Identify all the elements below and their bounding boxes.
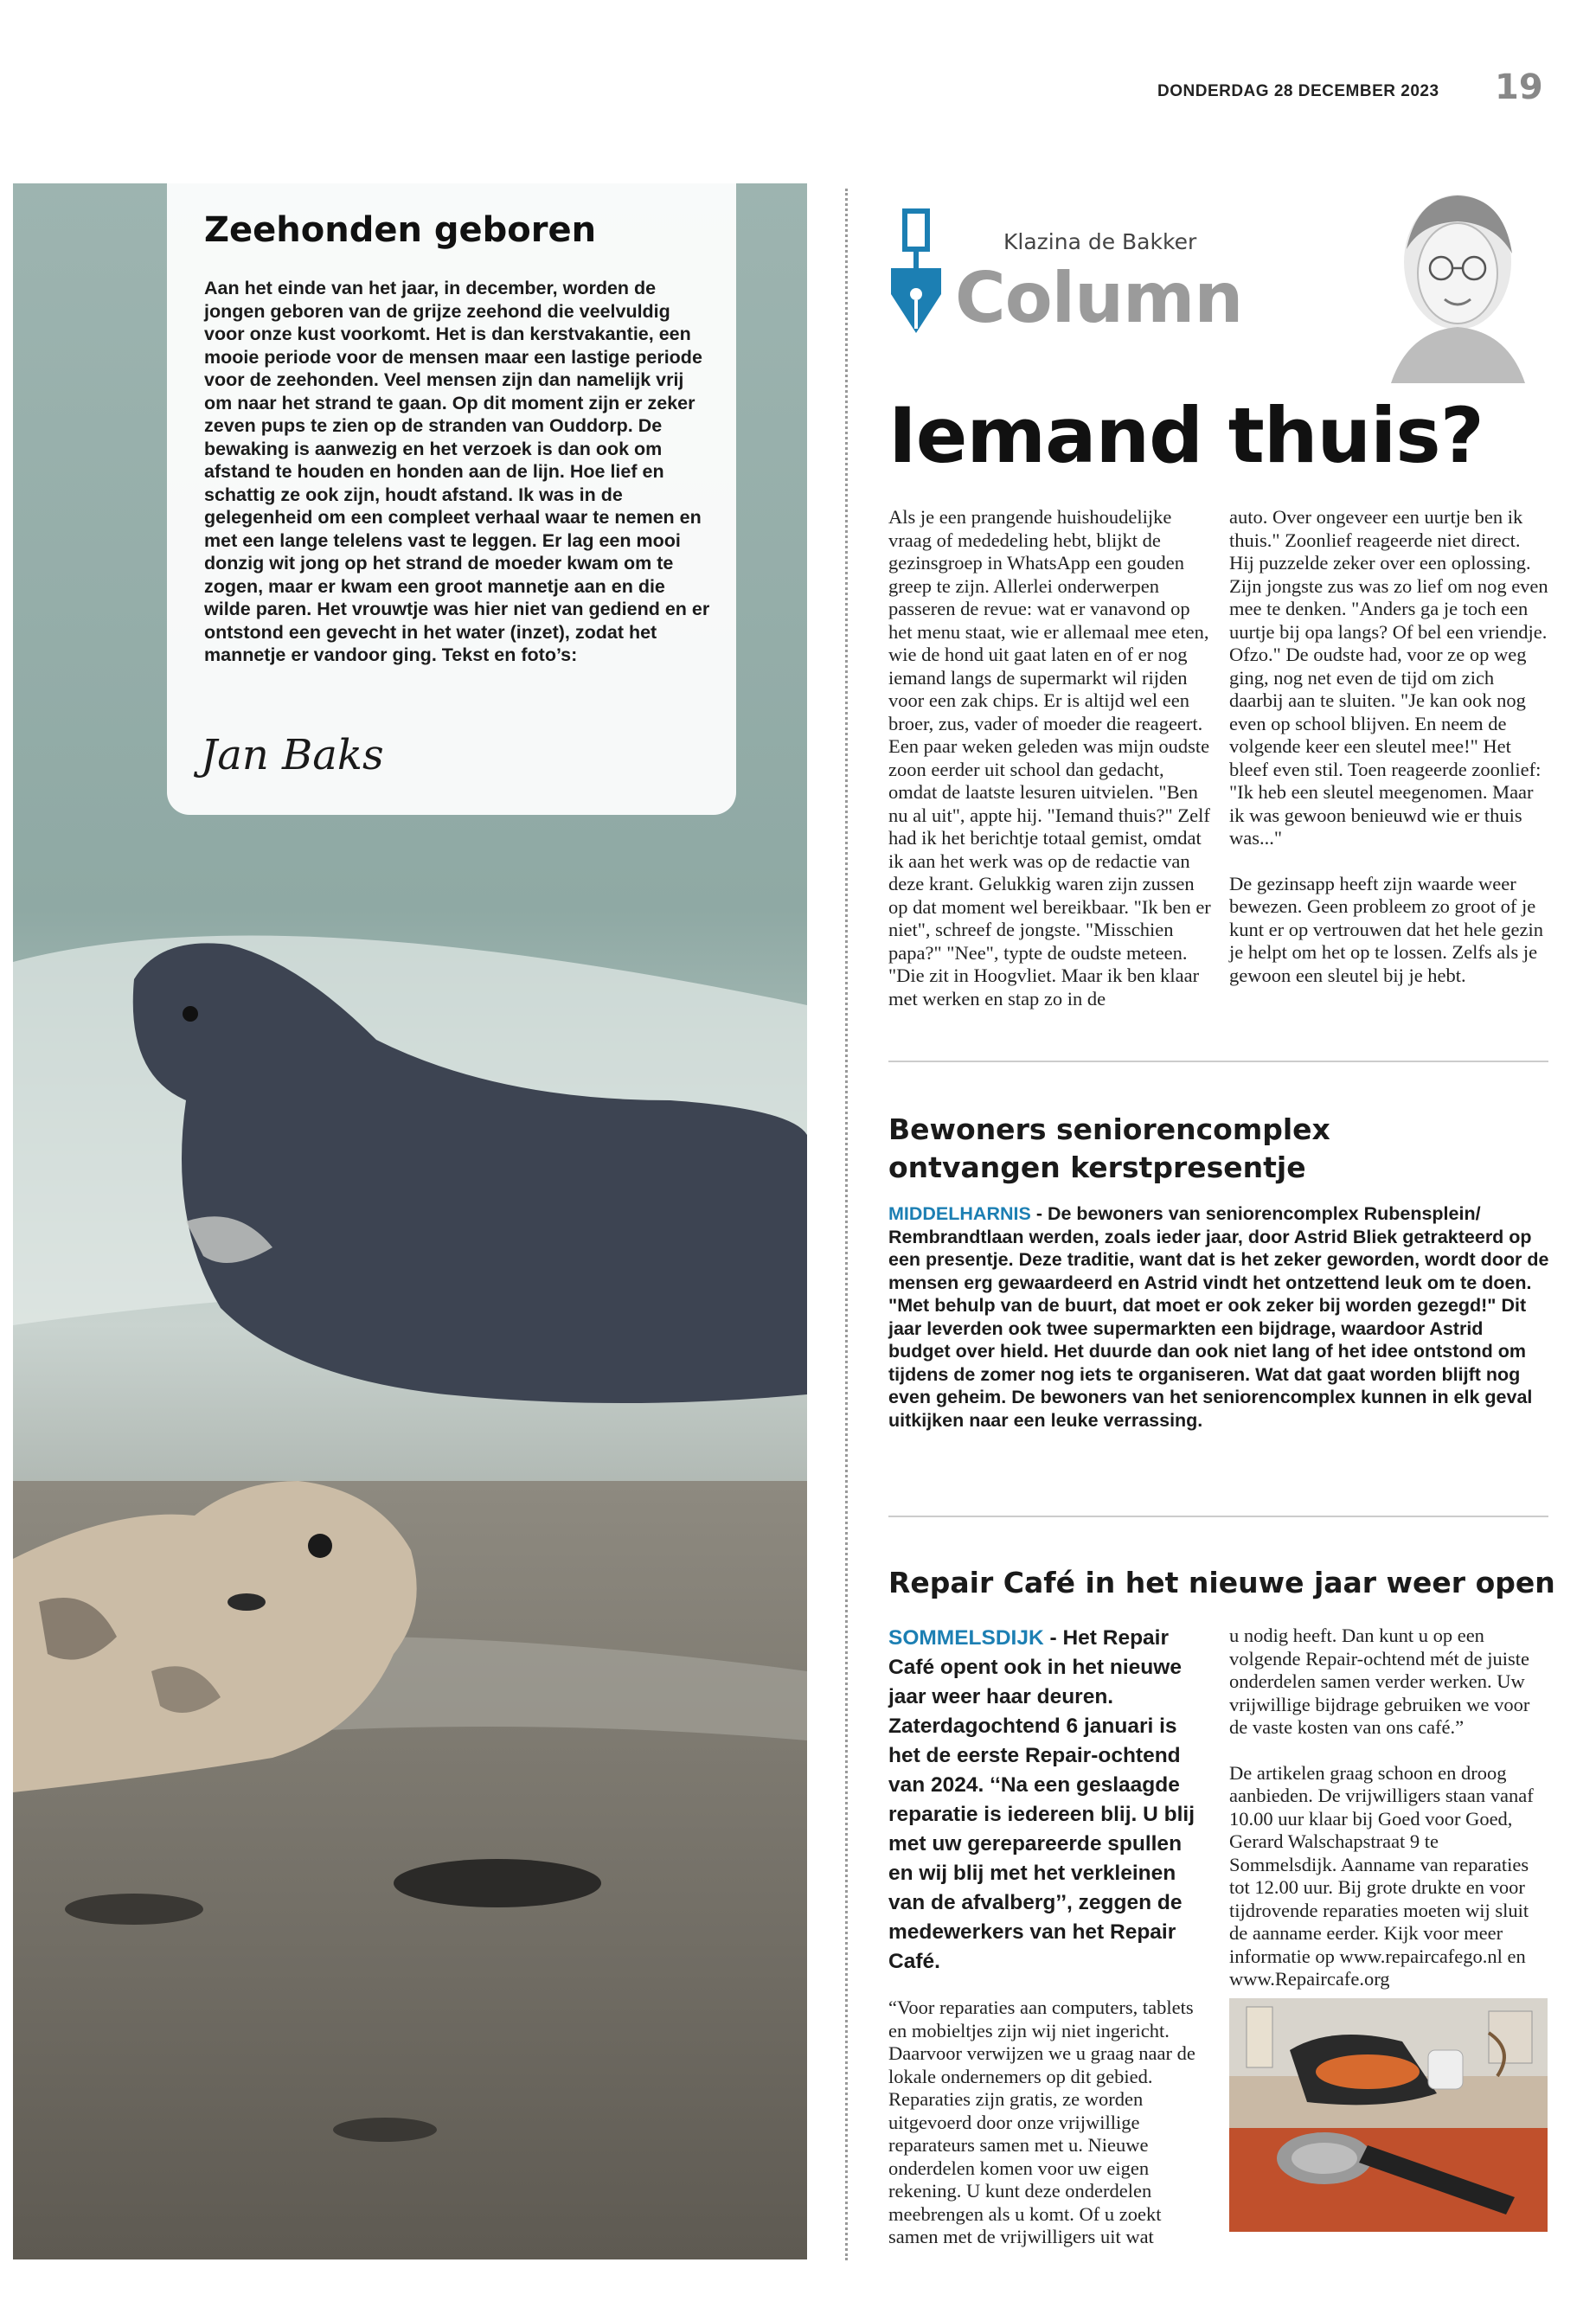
- column-paragraph: Als je een prangende huishoudelijke vraag of mededeling hebt, blijkt de gezinsgroep in WhatsApp een gouden greep te zijn. Allerlei onderwerpen passeren de revue: wat er vanavond op het menu staat, wie er allemaal mee eten, wie de hond uit gaat laten en of er nog iemand langs de supermarkt wil rijden voor een zak chips. Er is altijd wel een broer, zus, vader of moeder die reageert. Een paar weken geleden was mijn oudste zoon eerder uit school dan gedacht, omdat de laatste lesuren uitvielen. "Ben nu al uit", appte hij. "Iemand thuis?" Zelf had ik het berichtje totaal gemist, omdat ik aan het werk was op de redactie van deze krant. Gelukkig waren zijn zussen op dat moment wel bereikbaar. "Ik ben er niet", schreef de jongste. "Misschien papa?" "Nee", typte de oudste meteen. "Die zit in Hoogvliet. Maar ik ben klaar met werken en stap zo in de: [888, 506, 1211, 1009]
- repair-paragraph: “Voor reparaties aan computers, tablets en mobieltjes zijn wij niet ingericht. Daarvoor verwijzen we u graag naar de lokale ondernemers op dit gebied. Reparaties zijn gratis, ze worden uitgevoerd door onze vrijwillige reparateurs samen met u. Nieuwe onderdelen komen voor uw eigen rekening. U kunt deze onderdelen meebrengen als u komt. Of u zoekt samen met de vrijwilligers uit wat: [888, 1997, 1195, 2247]
- dateline-location: MIDDELHARNIS: [888, 1203, 1031, 1224]
- repair-paragraph: u nodig heeft. Dan kunt u op een volgende Repair-ochtend mét de juiste onderdelen samen verder werken. Uw vrijwillige bijdrage gebruiken we voor de vaste kosten van ons café.”: [1229, 1625, 1530, 1738]
- column-paragraph: De gezinsapp heeft zijn waarde weer bewezen. Geen probleem zo groot of je kunt er op vertrouwen dat het hele gezin je helpt om het op te lossen. Zelfs als je gewoon een sleutel bij je hebt.: [1229, 872, 1543, 986]
- section-rule: [888, 1516, 1548, 1517]
- repair-text-left: [888, 1997, 1208, 2249]
- issue-date: DONDERDAG 28 DECEMBER 2023: [1157, 82, 1439, 100]
- seal-article-title: Zeehonden geboren: [204, 210, 597, 250]
- column-title: Iemand thuis?: [888, 391, 1484, 480]
- repair-article-lead: [888, 1624, 1204, 1977]
- senior-title-line: ontvangen kerstpresentje: [888, 1150, 1306, 1184]
- column-divider: [845, 189, 848, 2260]
- repair-paragraph: De artikelen graag schoon en droog aanbieden. De vrijwilligers staan vanaf 10.00 uur klaar bij Goed voor Goed, Gerard Walschapstraat 9 te Sommelsdijk. Aanname van reparaties tot 12.00 uur. Bij grote drukte en voor tijdrovende reparaties moeten wij sluit de aanname eerder. Kijk voor meer informatie op www.repaircafego.nl en www.Repaircafe.org: [1229, 1761, 1534, 1990]
- senior-article-body: [888, 1202, 1550, 1432]
- page-number: 19: [1495, 67, 1543, 107]
- column-text-right: [1229, 506, 1549, 987]
- dateline-location: SOMMELSDIJK: [888, 1626, 1044, 1650]
- repair-lead-text: - Het Repair Café opent ook in het nieuwe jaar weer haar deuren. Zaterdagochtend 6 januari is het de eerste Repair-ochtend van 2024. ‘‘Na een geslaagde reparatie is iedereen blij. U blij met uw gerepareerde spullen en wij blij met het verkleinen van de afvalberg’’, zeggen de medewerkers van het Repair Café.: [888, 1626, 1195, 1973]
- column-text-left: [888, 506, 1217, 1010]
- author-portrait: [1382, 171, 1534, 388]
- repair-text-right: [1229, 1625, 1549, 1991]
- senior-article-title: [888, 1111, 1330, 1187]
- senior-title-line: Bewoners seniorencomplex: [888, 1112, 1330, 1146]
- repair-cafe-photo: [1229, 1998, 1548, 2232]
- section-rule: [888, 1061, 1548, 1062]
- seal-article-body: Aan het einde van het jaar, in december, worden de jongen geboren van de grijze zeehond die veelvuldig voor onze kust voorkomt. Het is dan kerstvakantie, een mooie periode voor de mensen maar een lastige periode voor de zeehonden. Veel mensen zijn dan namelijk vrij om naar het strand te gaan. Op dit moment zijn er zeker zeven pups te zien op de stranden van Ouddorp. De bewaking is aanwezig en het verzoek is dan ook om afstand te houden en honden aan de lijn. Hoe lief en schattig ze ook zijn, houdt afstand. Ik was in de gelegenheid om een compleet verhaal waar te nemen en met een lange telelens vast te leggen. Er lag een mooi donzig wit jong op het strand de moeder kwam om te zogen, maar er kwam een groot mannetje aan en die wilde paren. Het vrouwtje was hier niet van gediend en er ontstond een gevecht in het water (inzet), zodat het mannetje er vandoor ging. Tekst en foto’s:: [204, 278, 710, 665]
- photographer-signature: Jan Baks: [201, 731, 384, 779]
- column-label: Column: [955, 258, 1243, 338]
- repair-article-title: Repair Café in het nieuwe jaar weer open: [888, 1566, 1555, 1599]
- column-author: Klazina de Bakker: [1003, 229, 1197, 254]
- column-paragraph: auto. Over ongeveer een uurtje ben ik thuis." Zoonlief reageerde niet direct. Hij puzzelde zeker over een oplossing. Zijn jongste zus was zo lief om nog even mee te denken. "Anders ga je toch een uurtje bij opa langs? Of bel een vriendje. Ofzo." De oudste had, voor ze op weg ging, nog net even de tijd om zich daarbij aan te sluiten. "Je kan ook nog even op school blijven. En neem de volgende keer een sleutel mee!" Het bleef even stil. Toen reageerde zoonlief: "Ik heb een sleutel meegenomen. Maar ik was gewoon benieuwd wie er thuis was...": [1229, 506, 1548, 849]
- pen-nib-icon: [886, 208, 946, 342]
- senior-article-text: - De bewoners van seniorencomplex Rubensplein/ Rembrandtlaan werden, zoals ieder jaar, door Astrid Bliek getrakteerd op een presentje. Deze traditie, want dat is het zeker geworden, wordt door de mensen erg gewaardeerd en Astrid vindt het ontzettend leuk om te doen. "Met behulp van de buurt, dat moet er ook zeker bij worden gezegd!" Dit jaar leverden ook twee supermarkten een bijdrage, waardoor Astrid budget over hield. Het duurde dan ook niet lang of het idee ontstond om tijdens de zomer nog iets te organiseren. Wat dat gaat worden blijft nog even geheim. De bewoners van het seniorencomplex kunnen in elk geval uitkijken naar een leuke verrassing.: [888, 1203, 1549, 1431]
